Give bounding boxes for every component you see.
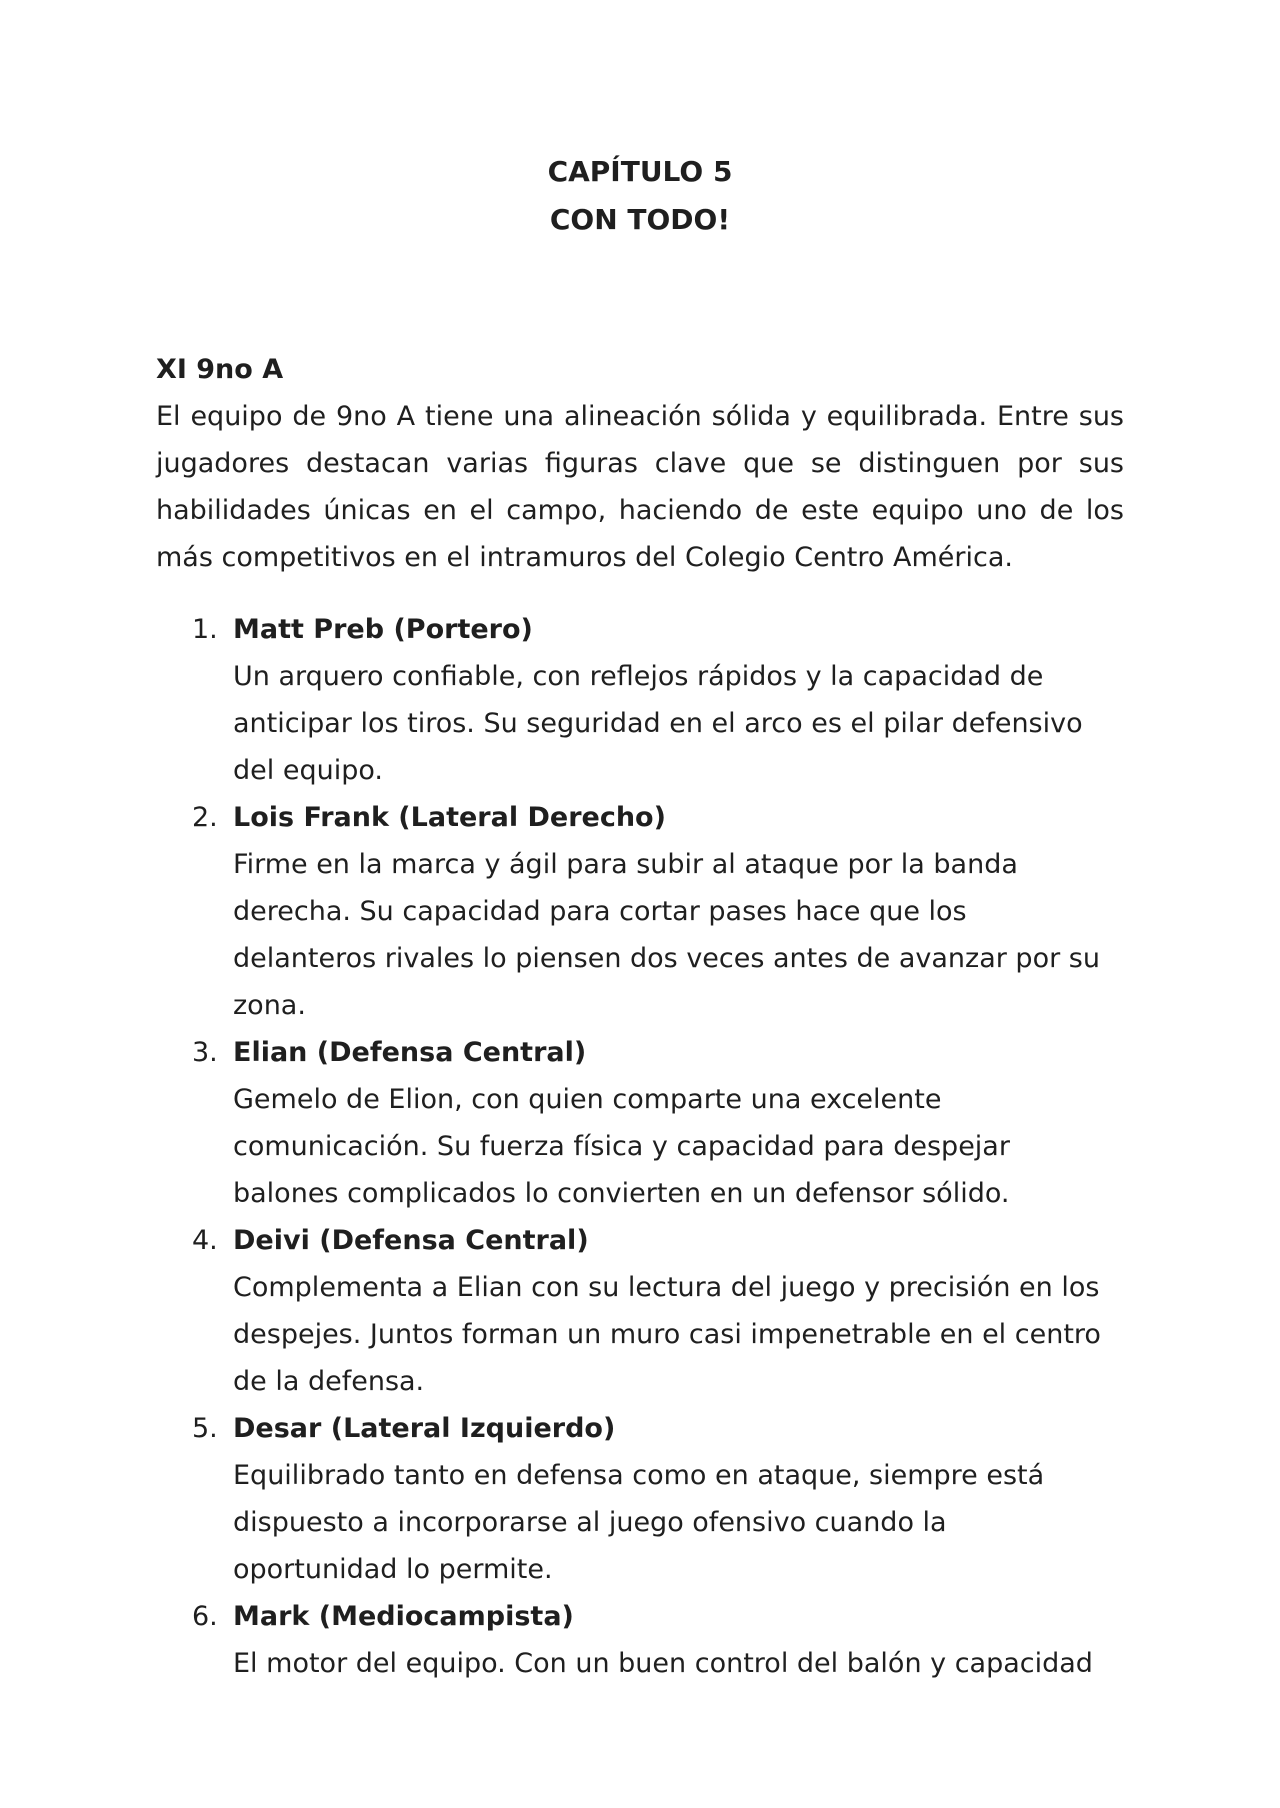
chapter-header bbox=[0, 148, 1280, 244]
chapter-title: CON TODO! bbox=[549, 203, 731, 236]
player-number: 3. bbox=[192, 1037, 218, 1068]
list-item bbox=[156, 1217, 1124, 1405]
list-item bbox=[156, 794, 1124, 1029]
list-item bbox=[156, 606, 1124, 794]
player-name: Lois Frank (Lateral Derecho) bbox=[233, 802, 666, 833]
player-description: Firme en la marca y ágil para subir al ataque por la banda derecha. Su capacidad para cortar pases hace que los delanteros rivales lo piensen dos veces antes de avanzar por su zona. bbox=[233, 849, 1100, 1021]
section-intro: El equipo de 9no A tiene una alineación sólida y equilibrada. Entre sus jugadores destacan varias figuras clave que se distinguen por sus habilidades únicas en el campo, haciendo de este equipo uno de los más competitivos en el intramuros del Colegio Centro América. bbox=[156, 401, 1124, 573]
player-name: Elian (Defensa Central) bbox=[233, 1037, 587, 1068]
list-item bbox=[156, 1593, 1124, 1687]
list-item bbox=[156, 1029, 1124, 1217]
player-name: Desar (Lateral Izquierdo) bbox=[233, 1413, 616, 1444]
player-number: 6. bbox=[192, 1601, 218, 1632]
player-description: El motor del equipo. Con un buen control del balón y capacidad bbox=[233, 1648, 1093, 1679]
player-name: Mark (Mediocampista) bbox=[233, 1601, 574, 1632]
list-item bbox=[156, 1405, 1124, 1593]
chapter-label: CAPÍTULO 5 bbox=[547, 155, 733, 188]
page-content bbox=[156, 346, 1124, 1687]
section-title: XI 9no A bbox=[156, 354, 284, 385]
player-number: 2. bbox=[192, 802, 218, 833]
player-description: Un arquero confiable, con reflejos rápidos y la capacidad de anticipar los tiros. Su seguridad en el arco es el pilar defensivo del equipo. bbox=[233, 661, 1083, 786]
player-description: Equilibrado tanto en defensa como en ataque, siempre está dispuesto a incorporarse al juego ofensivo cuando la oportunidad lo permite. bbox=[233, 1460, 1045, 1585]
player-list bbox=[156, 606, 1124, 1687]
player-name: Deivi (Defensa Central) bbox=[233, 1225, 589, 1256]
player-number: 1. bbox=[192, 614, 218, 645]
player-number: 4. bbox=[192, 1225, 218, 1256]
player-description: Complementa a Elian con su lectura del juego y precisión en los despejes. Juntos forman un muro casi impenetrable en el centro de la defensa. bbox=[233, 1272, 1101, 1397]
player-number: 5. bbox=[192, 1413, 218, 1444]
player-name: Matt Preb (Portero) bbox=[233, 614, 533, 645]
player-description: Gemelo de Elion, con quien comparte una excelente comunicación. Su fuerza física y capacidad para despejar balones complicados lo convierten en un defensor sólido. bbox=[233, 1084, 1010, 1209]
